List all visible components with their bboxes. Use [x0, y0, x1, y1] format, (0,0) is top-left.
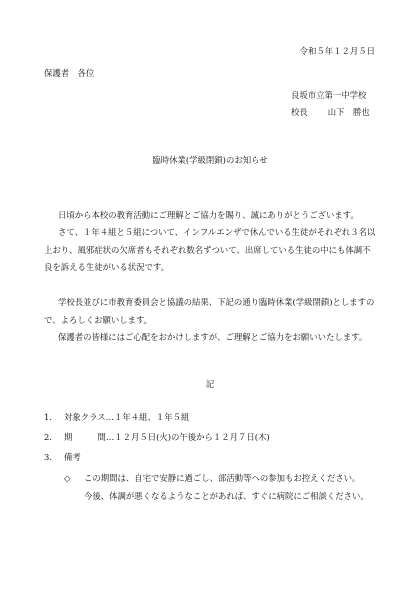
item-period: 期 間…１２月５日(火)の午後から１２月７日(木) — [64, 432, 270, 442]
remarks-line: 今後、体調が悪くなるようなことがあれば、すぐに病院にご相談ください。 — [84, 490, 369, 501]
body-paragraph-situation: さて、１年４組と５組について、インフルエンザで休んでいる生徒がそれぞれ３名以上おり、風邪症状の欠席者もそれぞれ数名ずついて、出席している生徒の中にも体調不良を訴える生徒がいる状況です。 — [44, 227, 376, 272]
diamond-icon: ◇ — [64, 473, 71, 483]
school-name: 良坂市立第一中学校 — [291, 90, 367, 100]
body-paragraph-greeting: 日頃から本校の教育活動にご理解とご協力を賜り、誠にありがとうございます。 — [58, 210, 359, 220]
principal-title: 校長 — [291, 107, 308, 117]
body-paragraph-closing: 保護者の皆様にはご心配をおかけしますが、ご理解とご協力をお願いいたします。 — [58, 332, 368, 342]
body-paragraph-decision: 学校長並びに市教育委員会と協議の結果、下記の通り臨時休業(学級閉鎖)としますので、よろしくお願いします。 — [44, 297, 375, 325]
issue-date: 令和５年１２月５日 — [299, 46, 375, 56]
principal-signature — [291, 108, 370, 116]
addressee: 保護者 各位 — [44, 68, 95, 78]
item-number: 2. — [44, 432, 52, 442]
item-target-classes: 対象クラス…１年４組、１年５組 — [64, 412, 190, 422]
notice-title: 臨時休業(学級閉鎖)のお知らせ — [152, 155, 268, 165]
item-number: 1. — [44, 412, 52, 422]
principal-name: 山下 勝也 — [327, 107, 370, 117]
item-remarks-label: 備考 — [64, 452, 81, 462]
remarks-line: この期間は、自宅で安静に過ごし、部活動等への参加もお控えください。 — [84, 473, 361, 483]
item-number: 3. — [44, 452, 52, 462]
ki-heading: 記 — [205, 379, 215, 389]
